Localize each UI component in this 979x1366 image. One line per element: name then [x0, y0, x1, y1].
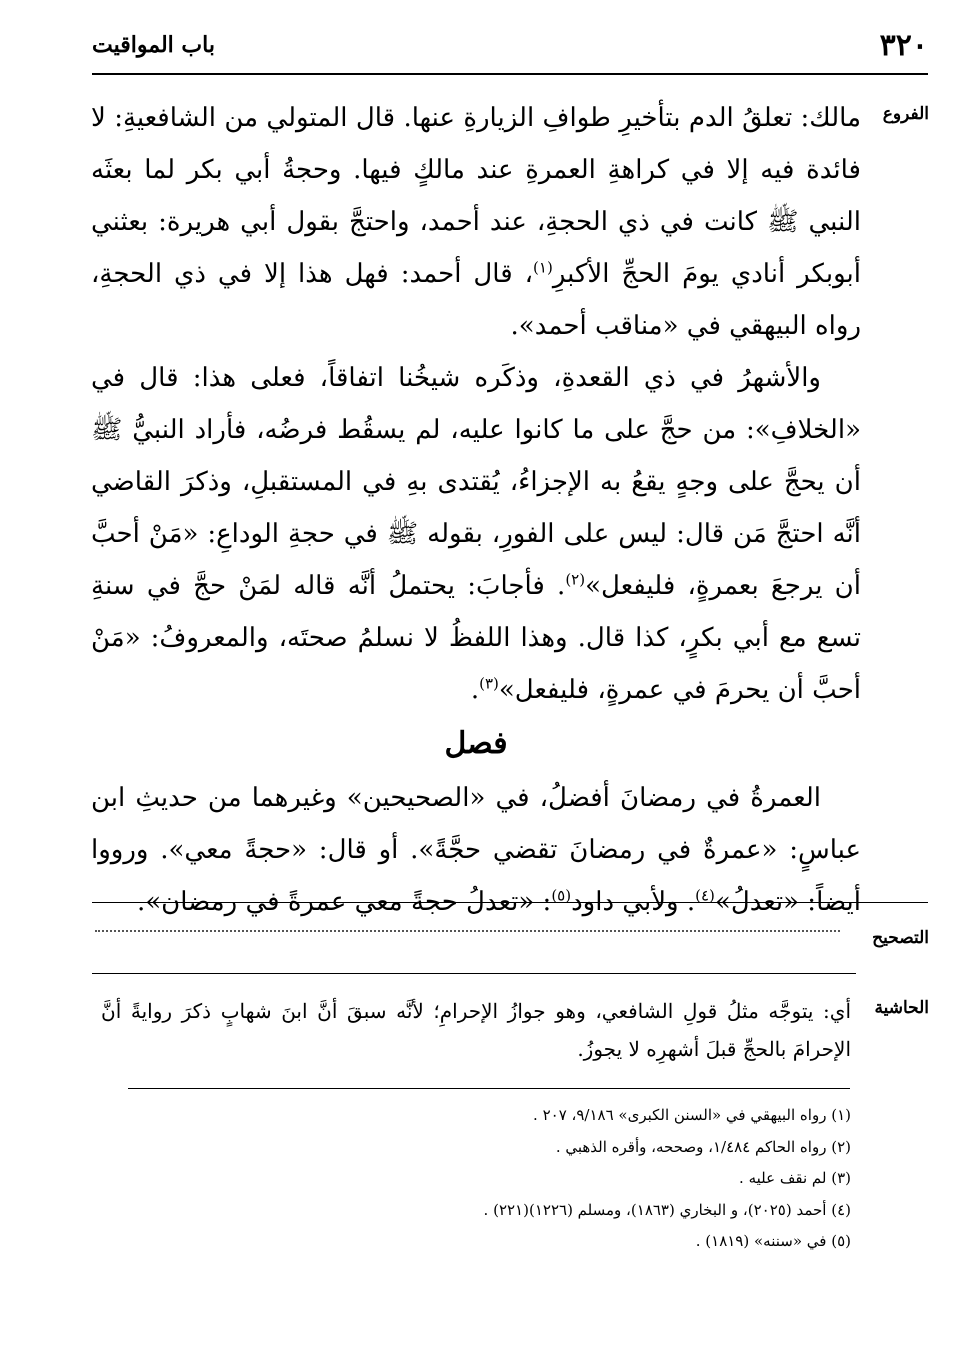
- main-text: [91, 92, 861, 928]
- chapter-title: باب المواقيت: [92, 32, 215, 58]
- page-number: ٣٢٠: [879, 28, 928, 63]
- paragraph-2-mid: . فأجابَ: يحتملُ أنَّه قاله لمَنْ حجَّ في سنةِ تسع مع أبي بكرٍ، كذا قال. وهذا اللفظُ لا نسلمُ صحتَه، والمعروفُ: «مَنْ أحبَّ أن يحرمَ في عمرةٍ، فليفعل»: [91, 571, 861, 705]
- header-rule: [92, 73, 928, 75]
- footnote-5: (٥) في «سننه» (١٨١٩) .: [695, 1232, 851, 1250]
- footnotes: [129, 1100, 851, 1258]
- footnote-3: (٣) لم نقف عليه .: [739, 1169, 851, 1187]
- section-title: فصل: [444, 726, 508, 761]
- paragraph-2-end: .: [470, 675, 480, 705]
- hashiya-paragraph: أي: يتوجَّه مثلُ قولِ الشافعي، وهو جوازُ الإحرامِ؛ لأنَّه سبقَ أنَّ ابنَ شهابٍ ذكرَ روايةً أنَّ الإحرامَ بالحجِّ قبلَ أشهرِه لا يجوزُ.: [101, 999, 851, 1061]
- paragraph-3-mid: . ولأبي داود: [571, 887, 696, 917]
- margin-label-furu: الفروع: [882, 104, 929, 124]
- furu-bottom-rule: [92, 902, 928, 903]
- paragraph-1-text: مالك: تعلقُ الدم بتأخيرِ طوافِ الزيارةِ عنها. قال المتولي من الشافعيةِ: لا فائدة فيه إلا في كراهةِ العمرةِ عند مالكٍ فيها. وحجةُ أبي بكر لما بعثَه النبي ﷺ كانت في ذي الحجةِ، عند أحمد، واحتجَّ بقول أبي هريرة: بعثني أبوبكر أنادي يومَ الحجِّ الأكبرِ: [91, 103, 861, 289]
- paragraph-2: [91, 352, 861, 716]
- footnote-2: (٢) رواه الحاكم ١/٤٨٤، وصححه، وأقره الذهبي .: [555, 1137, 851, 1156]
- footnote-ref-3: (٣): [479, 674, 499, 693]
- footnote-ref-1: (١): [533, 258, 553, 277]
- footnote-ref-4: (٤): [695, 886, 715, 905]
- margin-label-hashiya: الحاشية: [874, 998, 929, 1018]
- paragraph-3-end: : «تعدلُ حجةً معي عمرةً في رمضان».: [136, 887, 552, 917]
- hashiya-text: [101, 992, 851, 1068]
- margin-label-tashih: التصحيح: [872, 928, 929, 948]
- page-header: [92, 28, 928, 68]
- footnote-ref-5: (٥): [551, 886, 572, 905]
- tashih-bottom-rule: [92, 973, 856, 974]
- paragraph-1: [91, 92, 861, 352]
- footnote-4: (٤) أحمد (٢٠٢٥)، و البخاري (١٨٦٣)، ومسلم (١٢٢٦)(٢٢١) .: [483, 1200, 851, 1219]
- footnotes-rule: [128, 1088, 850, 1089]
- tashih-dotted-line: [95, 930, 840, 932]
- footnote-ref-2: (٢): [565, 570, 586, 589]
- paragraph-3: [91, 772, 861, 928]
- paragraph-2-text: والأشهرُ في ذي القعدةِ، وذكَره شيخُنا اتفاقاً، فعلى هذا: قال في «الخلافِ»: من حجَّ على ما كانوا عليه، لم يسقُط فرضُه، فأراد النبيُّ ﷺ أن يحجَّ على وجهٍ يقعُ به الإجزاءُ، يُقتدى بهِ في المستقبلِ، وذكرَ القاضي أنَّه احتجَّ مَن قال: ليس على الفورِ، بقوله ﷺ في حجةِ الوداعِ: «مَنْ أحبَّ أن يرجعَ بعمرةٍ، فليفعل»: [91, 363, 861, 601]
- paragraph-1-end: ، قال أحمد: فهل هذا إلا في ذي الحجةِ، رواه البيهقي في «مناقب أحمد».: [91, 259, 861, 341]
- paragraph-3-text: العمرةُ في رمضانَ أفضلُ، في «الصحيحين» وغيرهما من حديثِ ابن عباسٍ: «عمرةٌ في رمضانَ تقضي حجَّةً». أو قال: «حجةً معي». ورووا أيضاً: «تعدلُ»: [91, 783, 861, 917]
- footnote-1: (١) رواه البيهقي في «السنن الكبرى» ٩/١٨٦، ٢٠٧ .: [533, 1106, 851, 1124]
